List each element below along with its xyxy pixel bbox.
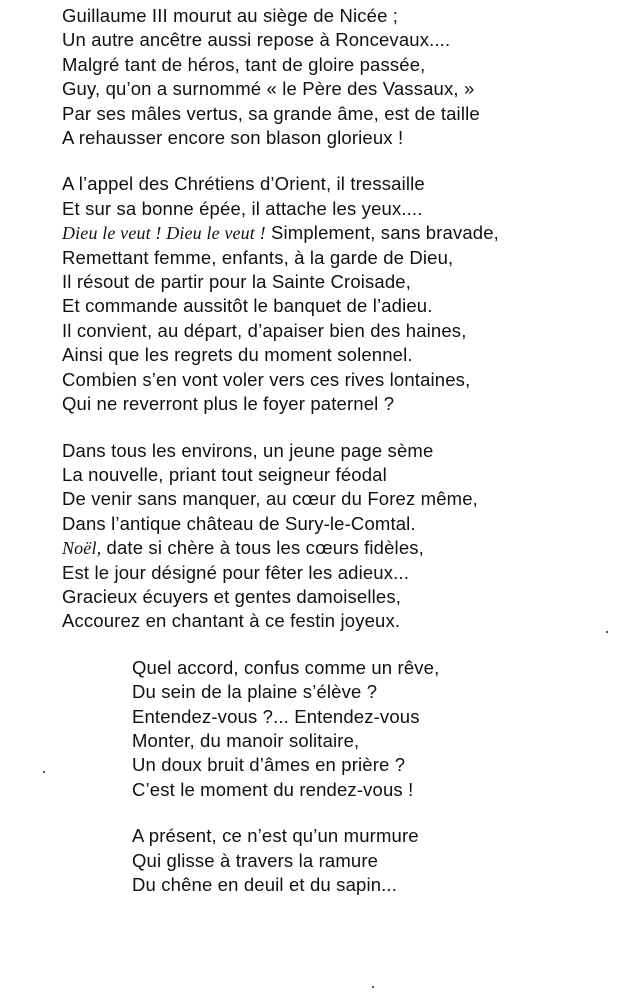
print-speck bbox=[43, 771, 45, 773]
verse-segment: De venir sans manquer, au cœur du Forez même, bbox=[62, 488, 478, 510]
verse-segment: Ainsi que les regrets du moment solennel. bbox=[62, 344, 413, 366]
stanza bbox=[132, 656, 622, 802]
verse-segment: Qui ne reverront plus le foyer paternel ? bbox=[62, 393, 395, 415]
verse-italic-segment: Noël, bbox=[62, 538, 102, 559]
verse-line bbox=[62, 439, 622, 463]
verse-line bbox=[62, 28, 622, 52]
verse-line bbox=[62, 368, 622, 392]
verse-segment: Guillaume III mourut au siège de Nicée ; bbox=[62, 5, 399, 26]
verse-line bbox=[132, 680, 622, 704]
verse-segment: Malgré tant de héros, tant de gloire passée, bbox=[62, 53, 426, 75]
verse-segment: A l’appel des Chrétiens d’Orient, il tressaille bbox=[62, 173, 425, 195]
verse-line bbox=[62, 102, 622, 126]
verse-segment: Est le jour désigné pour fêter les adieux... bbox=[62, 561, 409, 583]
verse-italic-segment: Dieu le veut ! Dieu le veut ! bbox=[62, 223, 266, 244]
print-speck bbox=[606, 631, 608, 633]
verse-line bbox=[62, 126, 622, 150]
poem-text bbox=[62, 4, 622, 897]
verse-segment: Dans l’antique château de Sury-le-Comtal. bbox=[62, 512, 416, 534]
verse-segment: Guy, qu’on a surnommé « le Père des Vassaux, » bbox=[62, 78, 475, 100]
verse-segment: A présent, ce n’est qu’un murmure bbox=[132, 825, 419, 847]
verse-line bbox=[132, 656, 622, 680]
verse-line bbox=[132, 849, 622, 873]
verse-segment: Du chêne en deuil et du sapin... bbox=[132, 874, 398, 895]
verse-segment: Par ses mâles vertus, sa grande âme, est de taille bbox=[62, 102, 480, 124]
stanza bbox=[132, 824, 622, 897]
verse-line bbox=[62, 561, 622, 585]
verse-line bbox=[62, 463, 622, 487]
verse-segment: Dans tous les environs, un jeune page sème bbox=[62, 439, 434, 461]
stanza bbox=[62, 439, 622, 634]
verse-segment: Remettant femme, enfants, à la garde de Dieu, bbox=[62, 246, 454, 268]
verse-segment: Gracieux écuyers et gentes damoiselles, bbox=[62, 585, 402, 607]
verse-segment: Combien s’en vont voler vers ces rives lontaines, bbox=[62, 368, 471, 390]
verse-line bbox=[62, 53, 622, 77]
verse-line bbox=[132, 824, 622, 848]
verse-line bbox=[132, 705, 622, 729]
verse-segment: Simplement, sans bravade, bbox=[265, 222, 499, 244]
verse-segment: Et commande aussitôt le banquet de l’adieu. bbox=[62, 295, 433, 317]
verse-line bbox=[62, 270, 622, 294]
verse-segment: La nouvelle, priant tout seigneur féodal bbox=[62, 463, 387, 485]
print-speck bbox=[372, 986, 374, 988]
verse-segment: Monter, du manoir solitaire, bbox=[132, 729, 360, 751]
verse-segment: Un autre ancêtre aussi repose à Roncevaux.... bbox=[62, 29, 451, 51]
verse-line bbox=[62, 4, 622, 28]
verse-line bbox=[62, 343, 622, 367]
verse-line bbox=[62, 197, 622, 221]
verse-segment: C’est le moment du rendez-vous ! bbox=[132, 778, 414, 800]
verse-line bbox=[62, 294, 622, 318]
verse-segment: Il convient, au départ, d’apaiser bien des haines, bbox=[62, 319, 467, 341]
verse-line bbox=[62, 609, 622, 633]
verse-line bbox=[62, 487, 622, 511]
verse-line bbox=[132, 729, 622, 753]
verse-line bbox=[62, 221, 622, 245]
verse-segment: A rehausser encore son blason glorieux ! bbox=[62, 127, 404, 149]
verse-line bbox=[132, 778, 622, 802]
verse-line bbox=[62, 392, 622, 416]
stanza bbox=[62, 172, 622, 416]
verse-line bbox=[62, 172, 622, 196]
stanza bbox=[62, 4, 622, 150]
verse-line bbox=[132, 753, 622, 777]
verse-segment: Quel accord, confus comme un rêve, bbox=[132, 656, 440, 678]
verse-line bbox=[62, 319, 622, 343]
verse-line bbox=[62, 536, 622, 560]
verse-segment: Accourez en chantant à ce festin joyeux. bbox=[62, 610, 401, 632]
verse-segment: Un doux bruit d’âmes en prière ? bbox=[132, 754, 406, 776]
verse-line bbox=[62, 512, 622, 536]
verse-line bbox=[62, 585, 622, 609]
verse-segment: Entendez-vous ?... Entendez-vous bbox=[132, 705, 420, 727]
verse-segment: Du sein de la plaine s’élève ? bbox=[132, 681, 378, 703]
verse-segment: date si chère à tous les cœurs fidèles, bbox=[101, 537, 424, 559]
verse-segment: Il résout de partir pour la Sainte Croisade, bbox=[62, 271, 412, 293]
verse-line bbox=[132, 873, 622, 897]
verse-line bbox=[62, 246, 622, 270]
verse-line bbox=[62, 77, 622, 101]
verse-segment: Et sur sa bonne épée, il attache les yeux.... bbox=[62, 197, 423, 219]
verse-segment: Qui glisse à travers la ramure bbox=[132, 849, 379, 871]
